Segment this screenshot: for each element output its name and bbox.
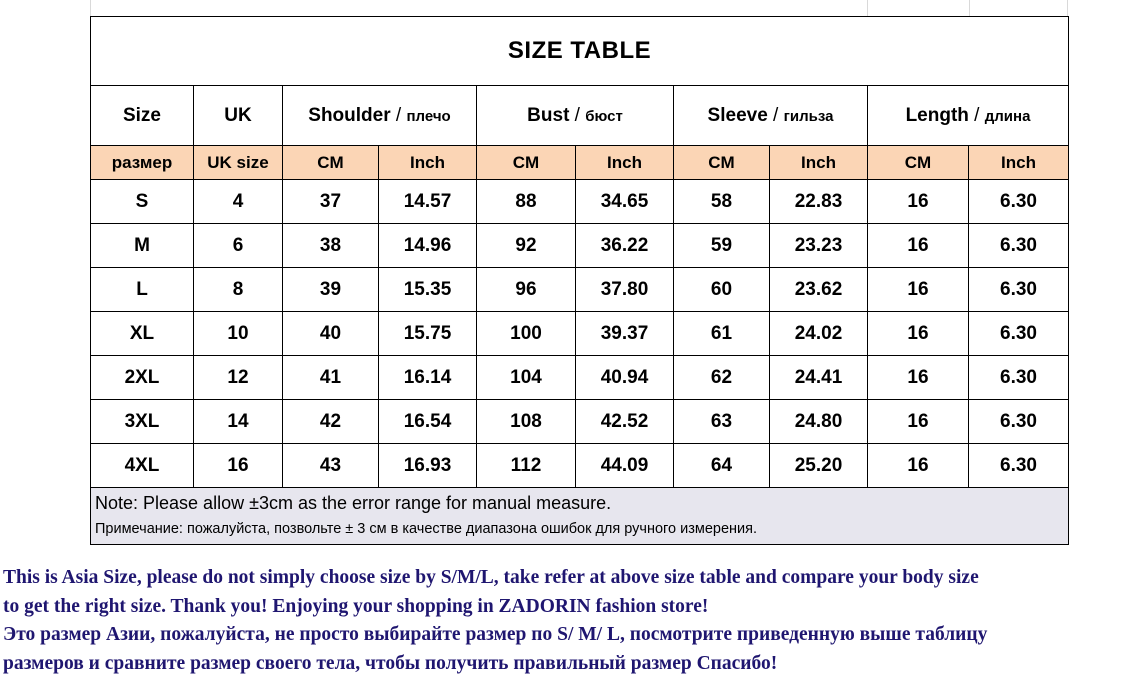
table-cell: 22.83: [770, 180, 868, 224]
table-cell: 42.52: [576, 400, 674, 444]
subheader-cell: CM: [674, 146, 770, 180]
table-cell: 62: [674, 356, 770, 400]
table-cell: 38: [283, 224, 379, 268]
table-cell: 64: [674, 444, 770, 488]
table-cell: 36.22: [576, 224, 674, 268]
table-row: [91, 224, 1069, 268]
table-cell: 16: [868, 224, 969, 268]
table-cell: 43: [283, 444, 379, 488]
table-cell: 37.80: [576, 268, 674, 312]
size-label-cell: XL: [91, 312, 194, 356]
table-cell: 34.65: [576, 180, 674, 224]
table-cell: 44.09: [576, 444, 674, 488]
table-cell: 16: [868, 180, 969, 224]
table-cell: 112: [477, 444, 576, 488]
table-cell: 16: [868, 356, 969, 400]
table-cell: 88: [477, 180, 576, 224]
table-cell: 16.54: [379, 400, 477, 444]
table-cell: 6.30: [969, 224, 1069, 268]
table-cell: 24.41: [770, 356, 868, 400]
table-cell: 16: [868, 444, 969, 488]
size-label-cell: L: [91, 268, 194, 312]
header-size: Size: [91, 86, 194, 146]
table-cell: 16: [868, 268, 969, 312]
table-cell: 16: [868, 400, 969, 444]
subheader-cell: Inch: [770, 146, 868, 180]
note-russian: Примечание: пожалуйста, позвольте ± 3 см в качестве диапазона ошибок для ручного измерения.: [95, 521, 758, 537]
table-cell: 4: [194, 180, 283, 224]
table-row: [91, 444, 1069, 488]
table-cell: 24.80: [770, 400, 868, 444]
subheader-row: [91, 146, 1069, 180]
table-cell: 58: [674, 180, 770, 224]
table-row: [91, 268, 1069, 312]
table-cell: 16.14: [379, 356, 477, 400]
table-row: [91, 312, 1069, 356]
subheader-cell: CM: [868, 146, 969, 180]
table-cell: 14.96: [379, 224, 477, 268]
size-table: [90, 16, 1069, 545]
table-cell: 23.62: [770, 268, 868, 312]
table-cell: 6: [194, 224, 283, 268]
table-cell: 12: [194, 356, 283, 400]
table-cell: 14: [194, 400, 283, 444]
table-cell: 96: [477, 268, 576, 312]
table-cell: 8: [194, 268, 283, 312]
footer-line: to get the right size. Thank you! Enjoying your shopping in ZADORIN fashion store!: [3, 595, 709, 617]
table-cell: 92: [477, 224, 576, 268]
header-row: [91, 86, 1069, 146]
size-label-cell: 4XL: [91, 444, 194, 488]
table-cell: 59: [674, 224, 770, 268]
size-label-cell: M: [91, 224, 194, 268]
header-uk: UK: [194, 86, 283, 146]
size-label-cell: 2XL: [91, 356, 194, 400]
table-row: [91, 400, 1069, 444]
table-cell: 61: [674, 312, 770, 356]
header-shoulder: Shoulder / плечо: [283, 86, 477, 146]
footer-line: This is Asia Size, please do not simply choose size by S/M/L, take refer at above size table and compare your body size: [3, 567, 979, 588]
table-cell: 14.57: [379, 180, 477, 224]
table-row: [91, 180, 1069, 224]
table-cell: 100: [477, 312, 576, 356]
table-row: [91, 356, 1069, 400]
table-cell: 16: [868, 312, 969, 356]
table-cell: 6.30: [969, 356, 1069, 400]
subheader-cell: Inch: [576, 146, 674, 180]
header-bust: Bust / бюст: [477, 86, 674, 146]
note-box: [91, 488, 1069, 545]
subheader-cell: Inch: [379, 146, 477, 180]
table-cell: 104: [477, 356, 576, 400]
table-cell: 41: [283, 356, 379, 400]
table-cell: 25.20: [770, 444, 868, 488]
header-sleeve: Sleeve / гильза: [674, 86, 868, 146]
table-cell: 6.30: [969, 444, 1069, 488]
subheader-cell: Inch: [969, 146, 1069, 180]
table-cell: 60: [674, 268, 770, 312]
table-cell: 15.75: [379, 312, 477, 356]
size-label-cell: S: [91, 180, 194, 224]
table-title: SIZE TABLE: [91, 17, 1069, 86]
subheader-cell: CM: [283, 146, 379, 180]
subheader-cell: UK size: [194, 146, 283, 180]
table-cell: 40.94: [576, 356, 674, 400]
footer-notice: [3, 564, 1130, 678]
table-cell: 15.35: [379, 268, 477, 312]
table-cell: 6.30: [969, 180, 1069, 224]
table-cell: 23.23: [770, 224, 868, 268]
top-grid-lines: [90, 0, 1068, 16]
table-cell: 10: [194, 312, 283, 356]
table-cell: 63: [674, 400, 770, 444]
table-cell: 6.30: [969, 268, 1069, 312]
table-cell: 108: [477, 400, 576, 444]
table-cell: 24.02: [770, 312, 868, 356]
subheader-cell: размер: [91, 146, 194, 180]
table-cell: 40: [283, 312, 379, 356]
table-cell: 6.30: [969, 400, 1069, 444]
footer-line: Это размер Азии, пожалуйста, не просто выбирайте размер по S/ M/ L, посмотрите приведенную выше таблицу: [3, 624, 988, 645]
table-cell: 42: [283, 400, 379, 444]
footer-line: размеров и сравните размер своего тела, чтобы получить правильный размер Спасибо!: [3, 652, 778, 674]
table-cell: 37: [283, 180, 379, 224]
header-length: Length / длина: [868, 86, 1069, 146]
table-cell: 39: [283, 268, 379, 312]
table-cell: 39.37: [576, 312, 674, 356]
table-cell: 6.30: [969, 312, 1069, 356]
table-cell: 16: [194, 444, 283, 488]
subheader-cell: CM: [477, 146, 576, 180]
table-cell: 16.93: [379, 444, 477, 488]
note-english: Note: Please allow ±3cm as the error range for manual measure.: [95, 493, 612, 513]
size-label-cell: 3XL: [91, 400, 194, 444]
